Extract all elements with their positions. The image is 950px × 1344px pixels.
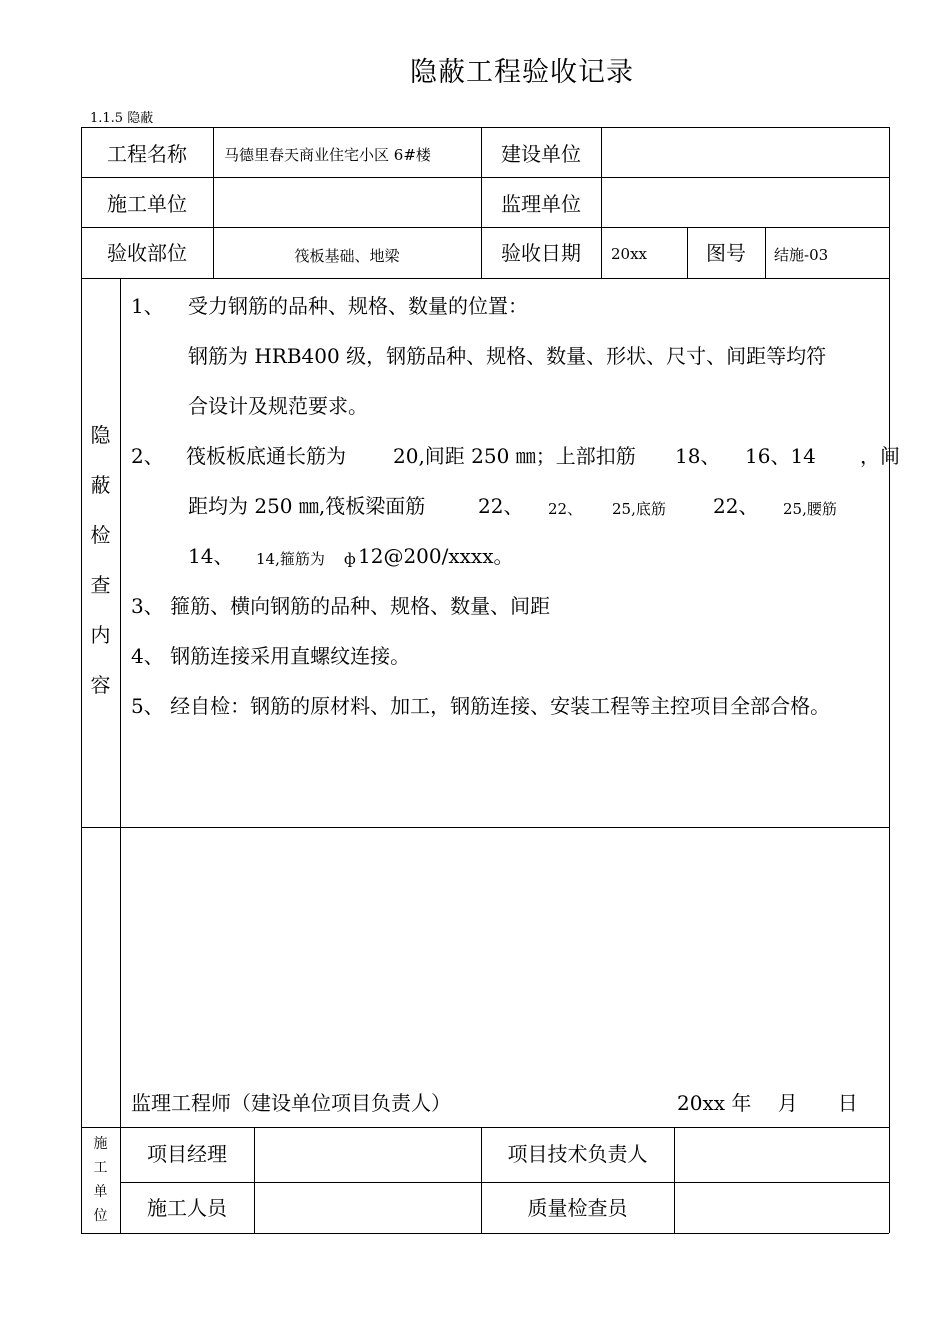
date-value: 20xx — [611, 245, 648, 263]
item-2-text-e: ，间 — [860, 444, 900, 468]
qc-label: 质量检查员 — [527, 1195, 628, 1220]
builder-label: 建设单位 — [501, 142, 581, 166]
item-2-text-c: 18、 — [675, 444, 721, 468]
item-3: 3、 箍筋、横向钢筋的品种、规格、数量、间距 — [131, 594, 551, 618]
location-label: 验收部位 — [107, 241, 187, 265]
item-2-line3-c: ф — [344, 550, 356, 568]
contractor-value — [224, 178, 481, 227]
item-2-text-d: 16、14 — [745, 444, 816, 468]
item-4: 4、 钢筋连接采用直螺纹连接。 — [131, 644, 411, 668]
project-name-label: 工程名称 — [107, 142, 187, 166]
supervisor-label: 监理单位 — [501, 192, 581, 216]
date-label: 验收日期 — [501, 241, 581, 265]
item-2-line3-a: 14、 — [188, 544, 234, 568]
pm-label: 项目经理 — [147, 1141, 227, 1166]
item-1-detail: 钢筋为 HRB400 级，钢筋品种、规格、数量、形状、尺寸、间距等均符 — [188, 344, 827, 368]
item-2-line2-c: 22、 — [548, 500, 583, 518]
sign-date: 20xx 年 月 日 — [677, 1091, 858, 1115]
contractor-label: 施工单位 — [107, 192, 187, 216]
drawing-value: 结施-03 — [774, 245, 829, 264]
item-2-line2-a: 距均为 250 ㎜,筏板梁面筋 — [188, 494, 426, 518]
item-2-line3-d: 12@200/xxxx。 — [358, 544, 514, 568]
supervisor-value — [610, 178, 889, 227]
tech-lead-label: 项目技术负责人 — [507, 1141, 648, 1166]
builder-value — [610, 128, 889, 177]
content-side-label: 隐 蔽 检 查 内 容 — [90, 423, 111, 697]
section-code: 1.1.5 隐蔽 — [90, 111, 154, 126]
item-2-line3-b: 14,箍筋为 — [256, 550, 325, 568]
item-2-line2-b: 22、 — [478, 494, 524, 518]
item-2-text-b: 20,间距 250 ㎜；上部扣筋 — [393, 444, 636, 468]
item-5: 5、 经自检：钢筋的原材料、加工，钢筋连接、安装工程等主控项目全部合格。 — [131, 694, 831, 718]
drawing-label: 图号 — [706, 241, 746, 265]
item-1-text: 受力钢筋的品种、规格、数量的位置： — [188, 294, 528, 318]
item-2-number: 2、 — [131, 444, 164, 468]
item-2-line2-d: 25,底筋 — [612, 500, 666, 518]
item-2-line2-f: 25,腰筋 — [783, 500, 837, 518]
location-value: 筏板基础、地梁 — [294, 246, 400, 265]
item-1-number: 1、 — [131, 294, 164, 318]
project-name-value: 马德里春天商业住宅小区 6#楼 — [224, 145, 431, 164]
worker-label: 施工人员 — [147, 1195, 227, 1220]
item-1-detail-cont: 合设计及规范要求。 — [188, 394, 368, 418]
page-title: 隐蔽工程验收记录 — [410, 57, 634, 88]
item-2-line2-e: 22、 — [713, 494, 759, 518]
footer-side-label: 施 工 单 位 — [93, 1136, 108, 1224]
supervising-engineer-label: 监理工程师（建设单位项目负责人） — [131, 1091, 451, 1115]
item-2-text-a: 筏板板底通长筋为 — [186, 444, 346, 468]
